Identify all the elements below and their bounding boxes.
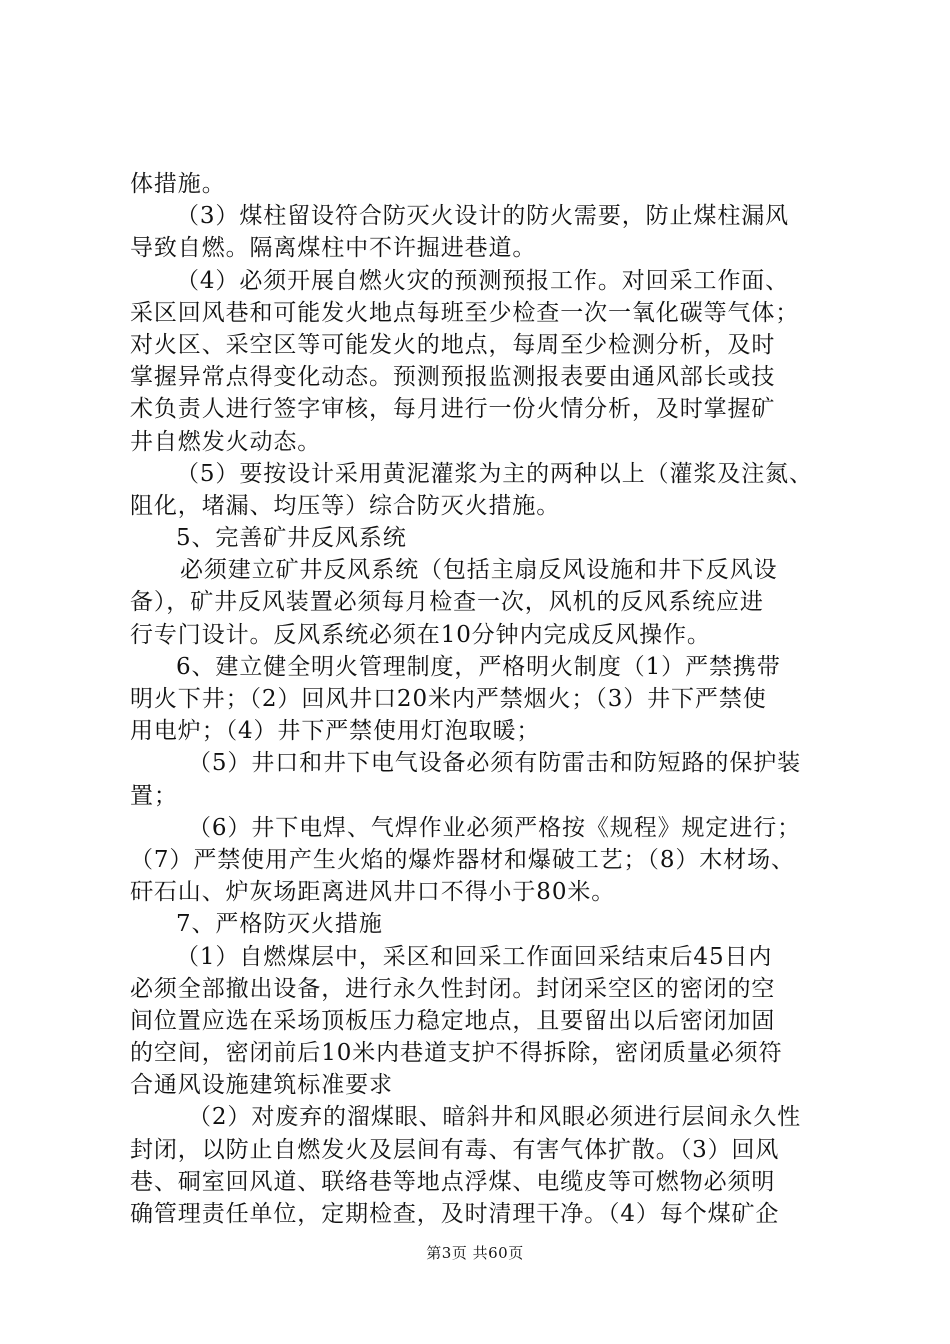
text-line: （1）自燃煤层中，采区和回采工作面回采结束后45日内 [176,943,773,970]
text-line: 的空间，密闭前后10米内巷道支护不得拆除，密闭质量必须符 [130,1040,783,1067]
text-line: 矸石山、炉灰场距离进风井口不得小于80米。 [130,879,616,906]
text-line: 间位置应选在采场顶板压力稳定地点，且要留出以后密闭加固 [130,1007,776,1034]
document-body [130,168,830,1230]
text-line: （6）井下电焊、气焊作业必须严格按《规程》规定进行； [188,814,802,841]
text-line: 必须全部撤出设备，进行永久性封闭。封闭采空区的密闭的空 [130,975,776,1002]
text-line: 确管理责任单位，定期检查，及时清理干净。（4）每个煤矿企 [130,1201,780,1227]
text-line: 体措施。 [130,171,226,197]
text-line: 导致自燃。隔离煤柱中不许掘进巷道。 [130,235,537,262]
section-heading: 6、建立健全明火管理制度，严格明火制度（1）严禁携带 [176,653,781,680]
text-line: （3）煤柱留设符合防灭火设计的防火需要，防止煤柱漏风 [176,203,790,230]
page-number-footer: 第3页 共60页 [426,1244,524,1262]
text-line: 术负责人进行签字审核，每月进行一份火情分析，及时掌握矿 [130,396,776,423]
text-line: 对火区、采空区等可能发火的地点，每周至少检测分析，及时 [130,331,776,358]
text-line: 置； [130,782,178,809]
section-heading: 7、严格防灭火措施 [176,911,383,938]
text-line: （4）必须开展自燃火灾的预测预报工作。对回采工作面、 [176,267,790,294]
text-line: 明火下井；（2）回风井口20米内严禁烟火；（3）井下严禁使 [130,686,767,712]
text-line: 井自燃发火动态。 [130,428,322,455]
text-line: （2）对废弃的溜煤眼、暗斜井和风眼必须进行层间永久性 [188,1104,802,1131]
section-heading: 5、完善矿井反风系统 [176,525,407,552]
text-line: 行专门设计。反风系统必须在10分钟内完成反风操作。 [130,621,711,648]
text-line: （5）井口和井下电气设备必须有防雷击和防短路的保护装 [188,750,802,777]
text-line: （5）要按设计采用黄泥灌浆为主的两种以上（灌浆及注氮、 [176,460,813,487]
text-line: 合通风设施建筑标准要求 [130,1072,393,1099]
text-line: 必须建立矿井反风系统（包括主扇反风设施和井下反风设 [180,557,778,584]
text-line: 掌握异常点得变化动态。预测预报监测报表要由通风部长或技 [130,364,776,391]
text-line: 用电炉；（4）井下严禁使用灯泡取暖； [130,718,541,745]
text-line: 备），矿井反风装置必须每月检查一次，风机的反风系统应进 [130,589,764,616]
text-line: （7）严禁使用产生火焰的爆炸器材和爆破工艺；（8）木材场、 [130,846,795,873]
text-line: 阻化，堵漏、均压等）综合防灭火措施。 [130,492,561,519]
text-line: 采区回风巷和可能发火地点每班至少检查一次一氧化碳等气体； [130,299,800,326]
text-line: 巷、硐室回风道、联络巷等地点浮煤、电缆皮等可燃物必须明 [130,1168,776,1195]
text-line: 封闭，以防止自燃发火及层间有毒、有害气体扩散。（3）回风 [130,1136,780,1163]
